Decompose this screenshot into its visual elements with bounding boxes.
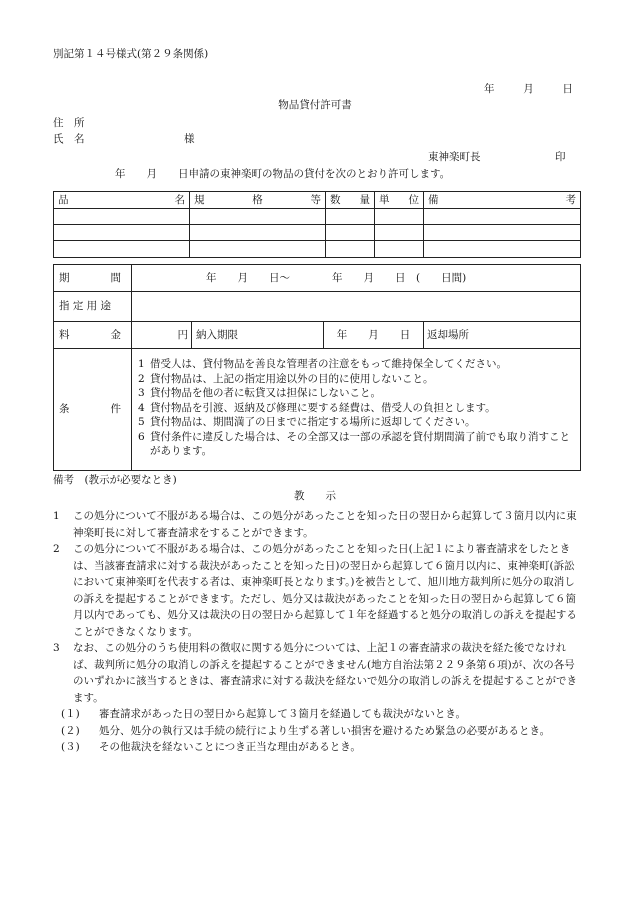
- instruction-item: [53, 640, 580, 706]
- conditions-list: [132, 349, 580, 465]
- address-label: 住 所: [53, 117, 85, 129]
- seal-mark: 印: [555, 151, 566, 163]
- conditions-label: 条 件: [59, 403, 121, 415]
- condition-item: [138, 386, 574, 401]
- condition-text: 貸付条件に違反した場合は、その全部又は一部の承認を貸付期間満了前でも取り消すことがあります。: [150, 430, 570, 457]
- document-title: 物品貸付許可書: [278, 99, 352, 111]
- instruction-text: この処分について不服がある場合は、この処分があったことを知った日(上記１により審査請求をしたときは、当該審査請求に対する裁決があったことを知った日)の翌日から起算して６箇月以内に、東神楽町(訴訟において東神楽町を代表する者は、東神楽町長となります。)を被告として、旭川地方裁判所に処分の取消しの訴えを提起することができます。ただし、処分又は裁決があったことを知った日の翌日から起算して６箇月以内であっても、処分又は裁決の日の翌日から起算して１年を経過すると処分の取消しの訴えを提起することができなくなります。: [73, 543, 577, 638]
- intro-text: 年 月 日申請の東神楽町の物品の貸付を次のとおり許可します。: [115, 168, 451, 180]
- sub-item-number: (１): [61, 708, 80, 720]
- form-reference: 別記第１４号様式(第２９条関係): [53, 48, 209, 60]
- condition-item: [138, 401, 574, 416]
- condition-number: 1: [138, 358, 145, 370]
- remarks-line: 備考 (教示が必要なとき): [53, 474, 177, 486]
- instruction-sub-item: [53, 706, 580, 723]
- return-label: 返却場所: [427, 328, 469, 341]
- fee-label: 料 金: [59, 328, 121, 341]
- condition-text: 貸付物品を他の者に転貸又は担保にしないこと。: [150, 387, 381, 399]
- item-row: [54, 225, 581, 241]
- sub-item-text: 処分、処分の執行又は手続の続行により生ずる著しい損害を避けるため緊急の必要があるとき。: [99, 724, 551, 737]
- header-quantity: 数 量: [330, 193, 370, 206]
- period-row: [54, 265, 581, 292]
- condition-number: 2: [138, 372, 145, 385]
- sub-item-text: その他裁決を経ないことにつき正当な理由があるとき。: [99, 741, 361, 753]
- date-day: 日: [562, 83, 573, 95]
- sub-item-number: (２): [61, 724, 80, 737]
- date-line: [484, 83, 573, 96]
- item-row: [54, 209, 581, 225]
- condition-item: [138, 372, 574, 387]
- fee-row: [54, 322, 581, 349]
- due-label: 納入期限: [196, 328, 238, 341]
- condition-text: 貸付物品は、上記の指定用途以外の目的に使用しないこと。: [150, 372, 434, 385]
- date-month: 月: [523, 83, 534, 95]
- instruction-item: [53, 541, 580, 640]
- name-label: 氏 名: [53, 133, 85, 145]
- condition-number: 6: [138, 430, 145, 443]
- condition-text: 借受人は、貸付物品を善良な管理者の注意をもって維持保全してください。: [150, 358, 507, 370]
- condition-text: 貸付物品を引渡、返納及び修理に要する経費は、借受人の負担とします。: [150, 401, 496, 414]
- period-value: 年 月 日～ 年 月 日 ( 日間): [206, 271, 467, 284]
- condition-text: 貸付物品は、期間満了の日までに指定する場所に返却してください。: [150, 416, 476, 428]
- instruction-text: この処分について不服がある場合は、この処分があったことを知った日の翌日から起算して３箇月以内に東神楽町長に対して審査請求をすることができます。: [73, 510, 577, 539]
- instruction-text: なお、この処分のうち使用料の徴収に関する処分については、上記１の審査請求の裁決を経た後でなければ、裁判所に処分の取消しの訴えを提起することができません(地方自治法第２２９条第６項)が、次の各号のいずれかに該当するときは、審査請求に対する裁決を経ないで処分の取消しの訴えを提起することができます。: [73, 642, 577, 704]
- conditions-row: [54, 349, 581, 471]
- instruction-number: 2: [53, 543, 60, 555]
- spacer-row: [54, 258, 581, 265]
- condition-number: 4: [138, 401, 145, 414]
- instruction-number: 1: [53, 510, 60, 522]
- condition-item: [138, 357, 574, 372]
- purpose-label: 指 定 用 途: [59, 300, 112, 312]
- instruction-item: [53, 508, 580, 541]
- purpose-row: [54, 292, 581, 322]
- sub-item-text: 審査請求があった日の翌日から起算して３箇月を経過しても裁決がないとき。: [99, 708, 466, 720]
- loan-table: [53, 191, 581, 471]
- date-year: 年: [484, 83, 495, 95]
- instruction-number: 3: [53, 642, 60, 654]
- instruction-title: 教 示: [294, 490, 336, 502]
- header-unit: 単 位: [379, 193, 419, 206]
- header-item: 品 名: [58, 193, 185, 206]
- instructions-list: [53, 508, 580, 756]
- condition-number: 5: [138, 416, 145, 428]
- condition-item: [138, 415, 574, 430]
- item-row: [54, 241, 581, 258]
- instruction-sub-item: [53, 739, 580, 756]
- instruction-sub-item: [53, 723, 580, 740]
- sub-item-number: (３): [61, 741, 80, 753]
- condition-number: 3: [138, 387, 145, 399]
- condition-item: [138, 430, 574, 459]
- due-value: 年 月 日: [336, 328, 411, 341]
- period-label: 期 間: [59, 271, 121, 284]
- fee-unit: 円: [177, 328, 188, 341]
- header-spec: 規 格 等: [194, 193, 321, 206]
- issuer-name: 東神楽町長: [428, 151, 481, 163]
- honorific: 様: [184, 133, 195, 145]
- header-row: [54, 192, 581, 209]
- header-remarks: 備 考: [428, 193, 576, 206]
